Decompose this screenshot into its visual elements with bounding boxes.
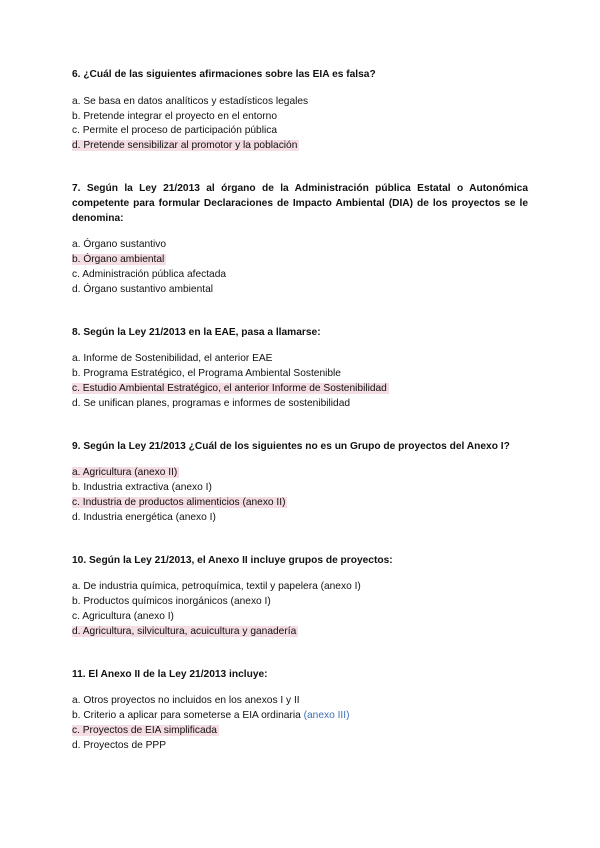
option-a: a. Informe de Sostenibilidad, el anterior EAE bbox=[72, 353, 273, 365]
option-b: b. Pretende integrar el proyecto en el entorno bbox=[72, 110, 278, 122]
option-c-highlighted: c. Proyectos de EIA simplificada bbox=[72, 724, 217, 736]
quiz-page bbox=[72, 68, 528, 782]
option-a: a. Otros proyectos no incluidos en los anexos I y II bbox=[72, 695, 300, 707]
option-a: a. Órgano sustantivo bbox=[72, 239, 167, 251]
option-c-highlighted: c. Estudio Ambiental Estratégico, el anterior Informe de Sostenibilidad bbox=[72, 382, 387, 394]
option-d-highlighted: d. Pretende sensibilizar al promotor y la población bbox=[72, 140, 298, 152]
option-b: b. Programa Estratégico, el Programa Ambiental Sostenible bbox=[72, 368, 341, 380]
option-b-highlighted: b. Órgano ambiental bbox=[72, 254, 165, 266]
option-d: d. Proyectos de PPP bbox=[72, 739, 167, 751]
option-a: a. Se basa en datos analíticos y estadísticos legales bbox=[72, 95, 309, 107]
option-c: c. Agricultura (anexo I) bbox=[72, 610, 174, 622]
question-10 bbox=[72, 554, 528, 640]
question-7 bbox=[72, 182, 528, 298]
option-d-highlighted: d. Agricultura, silvicultura, acuicultura y ganadería bbox=[72, 625, 297, 637]
option-d: d. Industria energética (anexo I) bbox=[72, 511, 216, 523]
question-11 bbox=[72, 668, 528, 754]
question-title: 6. ¿Cuál de las siguientes afirmaciones sobre las EIA es falsa? bbox=[72, 69, 376, 80]
option-c: c. Administración pública afectada bbox=[72, 268, 227, 280]
option-c: c. Permite el proceso de participación pública bbox=[72, 125, 277, 137]
question-title: 8. Según la Ley 21/2013 en la EAE, pasa a llamarse: bbox=[72, 326, 321, 338]
question-title: 9. Según la Ley 21/2013 ¿Cuál de los siguientes no es un Grupo de proyectos del Anexo I? bbox=[72, 440, 510, 452]
option-b: b. Industria extractiva (anexo I) bbox=[72, 482, 212, 494]
question-title: 10. Según la Ley 21/2013, el Anexo II incluye grupos de proyectos: bbox=[72, 554, 393, 566]
question-6 bbox=[72, 68, 528, 154]
question-8 bbox=[72, 326, 528, 412]
option-d: d. Órgano sustantivo ambiental bbox=[72, 283, 214, 295]
option-a: a. De industria química, petroquímica, textil y papelera (anexo I) bbox=[72, 581, 361, 593]
option-b: b. Criterio a aplicar para someterse a EIA ordinaria (anexo III) bbox=[72, 710, 350, 722]
annex-reference: (anexo III) bbox=[303, 710, 350, 722]
option-b: b. Productos químicos inorgánicos (anexo I) bbox=[72, 596, 271, 608]
option-d: d. Se unifican planes, programas e informes de sostenibilidad bbox=[72, 397, 351, 409]
question-title: 11. El Anexo II de la Ley 21/2013 incluye: bbox=[72, 668, 268, 680]
question-title: 7. Según la Ley 21/2013 al órgano de la Administración pública Estatal o Autonómica competente para formular Declaraciones de Impacto Ambiental (DIA) de los proyectos se le denomina: bbox=[72, 182, 528, 224]
option-c-highlighted: c. Industria de productos alimenticios (anexo II) bbox=[72, 496, 286, 508]
question-9 bbox=[72, 440, 528, 526]
option-a-highlighted: a. Agricultura (anexo II) bbox=[72, 467, 178, 479]
